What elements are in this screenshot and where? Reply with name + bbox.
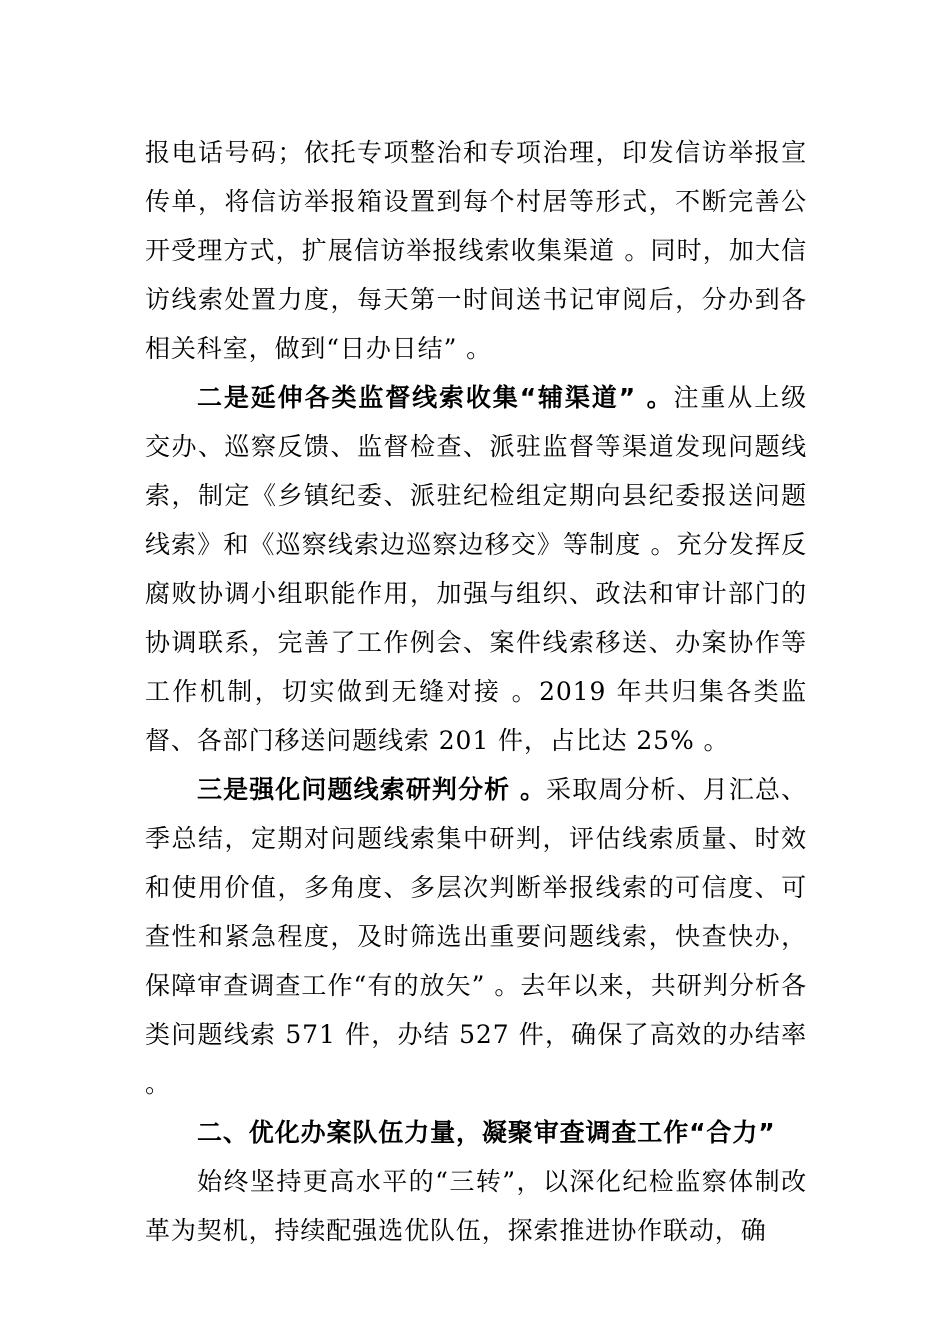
document-page xyxy=(145,128,807,1255)
paragraph-section-intro xyxy=(145,1157,807,1255)
section-heading: 二、优化办案队伍力量，凝聚审查调查工作“合力” xyxy=(197,1118,776,1147)
paragraph-lead: 三是强化问题线索研判分析 。 xyxy=(197,775,547,804)
paragraph-text: 报电话号码；依托专项整治和专项治理，印发信访举报宣传单，将信访举报箱设置到每个村居等形式，不断完善公开受理方式，扩展信访举报线索收集渠道 。同时，加大信访线索处置力度，每天第一时间送书记审阅后，分办到各相关科室，做到“日办日结” 。 xyxy=(145,138,807,363)
paragraph-continuation xyxy=(145,128,807,373)
paragraph-text: 采取周分析、月汇总、季总结，定期对问题线索集中研判，评估线索质量、时效和使用价值，多角度、多层次判断举报线索的可信度、可查性和紧急程度，及时筛选出重要问题线索，快查快办，保障审查调查工作“有的放矢” 。去年以来，共研判分析各类问题线索 571 件，办结 527 件，确保了高效的办结率 。 xyxy=(145,775,807,1098)
paragraph-point-two xyxy=(145,373,807,765)
paragraph-text: 始终坚持更高水平的“三转”，以深化纪检监察体制改革为契机，持续配强选优队伍，探索推进协作联动，确 xyxy=(145,1167,807,1245)
paragraph-point-three xyxy=(145,765,807,1108)
paragraph-lead: 二是延伸各类监督线索收集“辅渠道” 。 xyxy=(197,383,674,412)
paragraph-text: 注重从上级交办、巡察反馈、监督检查、派驻监督等渠道发现问题线索，制定《乡镇纪委、派驻纪检组定期向县纪委报送问题线索》和《巡察线索边巡察边移交》等制度 。充分发挥反腐败协调小组职能作用，加强与组织、政法和审计部门的协调联系，完善了工作例会、案件线索移送、办案协作等工作机制，切实做到无缝对接 。2019 年共归集各类监督、各部门移送问题线索 201 件，占比达 25% 。 xyxy=(145,383,807,755)
